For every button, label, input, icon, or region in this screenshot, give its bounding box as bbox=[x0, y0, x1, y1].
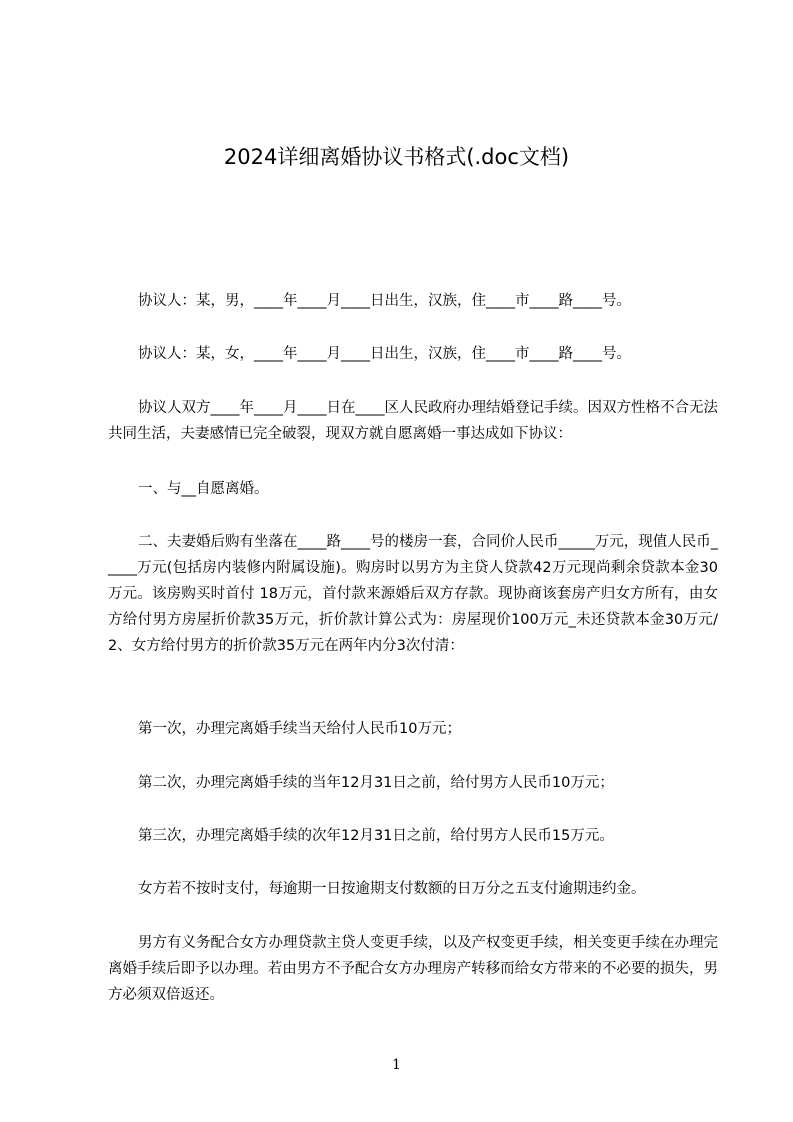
clause-1-paragraph: 一、与__自愿离婚。 bbox=[138, 481, 269, 497]
clause-2-property-paragraph: 二、夫妻婚后购有坐落在____路____号的楼房一套，合同价人民币_____万元，现值人民币_____万元(包括房内装修内附属设施)。购房时以男方为主贷人贷款42万元现尚剩余贷款本金30万元。该房购买时首付 18万元，首付款来源婚后双方存款。现协商该套房产归女方所有，由女方给付男方房屋折价款35万元，折价款计算公式为：房屋现价100万元_未还贷款本金30万元/2、女方给付男方的折价款35万元在两年内分3次付清： bbox=[108, 534, 718, 654]
marriage-registration-paragraph: 协议人双方____年____月____日在____区人民政府办理结婚登记手续。因双方性格不合无法共同生活，夫妻感情已完全破裂，现双方就自愿离婚一事达成如下协议： bbox=[108, 400, 718, 442]
late-payment-penalty-paragraph: 女方若不按时支付，每逾期一日按逾期支付数额的日万分之五支付逾期违约金。 bbox=[138, 881, 646, 897]
loan-transfer-paragraph: 男方有义务配合女方办理贷款主贷人变更手续，以及产权变更手续，相关变更手续在办理完离婚手续后即予以办理。若由男方不予配合女方办理房产转移而给女方带来的不必要的损失，男方必须双倍返还。 bbox=[108, 935, 718, 1003]
party-female-paragraph: 协议人：某，女，____年____月____日出生，汉族，住____市____路____号。 bbox=[138, 346, 631, 362]
first-payment-paragraph: 第一次，办理完离婚手续当天给付人民币10万元； bbox=[138, 721, 461, 737]
third-payment-paragraph: 第三次，办理完离婚手续的次年12月31日之前，给付男方人民币15万元。 bbox=[138, 828, 614, 844]
second-payment-paragraph: 第二次，办理完离婚手续的当年12月31日之前，给付男方人民币10万元； bbox=[138, 775, 614, 791]
page-number: 1 bbox=[392, 1057, 401, 1073]
party-male-paragraph: 协议人：某，男，____年____月____日出生，汉族，住____市____路____号。 bbox=[138, 293, 631, 309]
document-title: 2024详细离婚协议书格式(.doc文档) bbox=[223, 145, 570, 169]
